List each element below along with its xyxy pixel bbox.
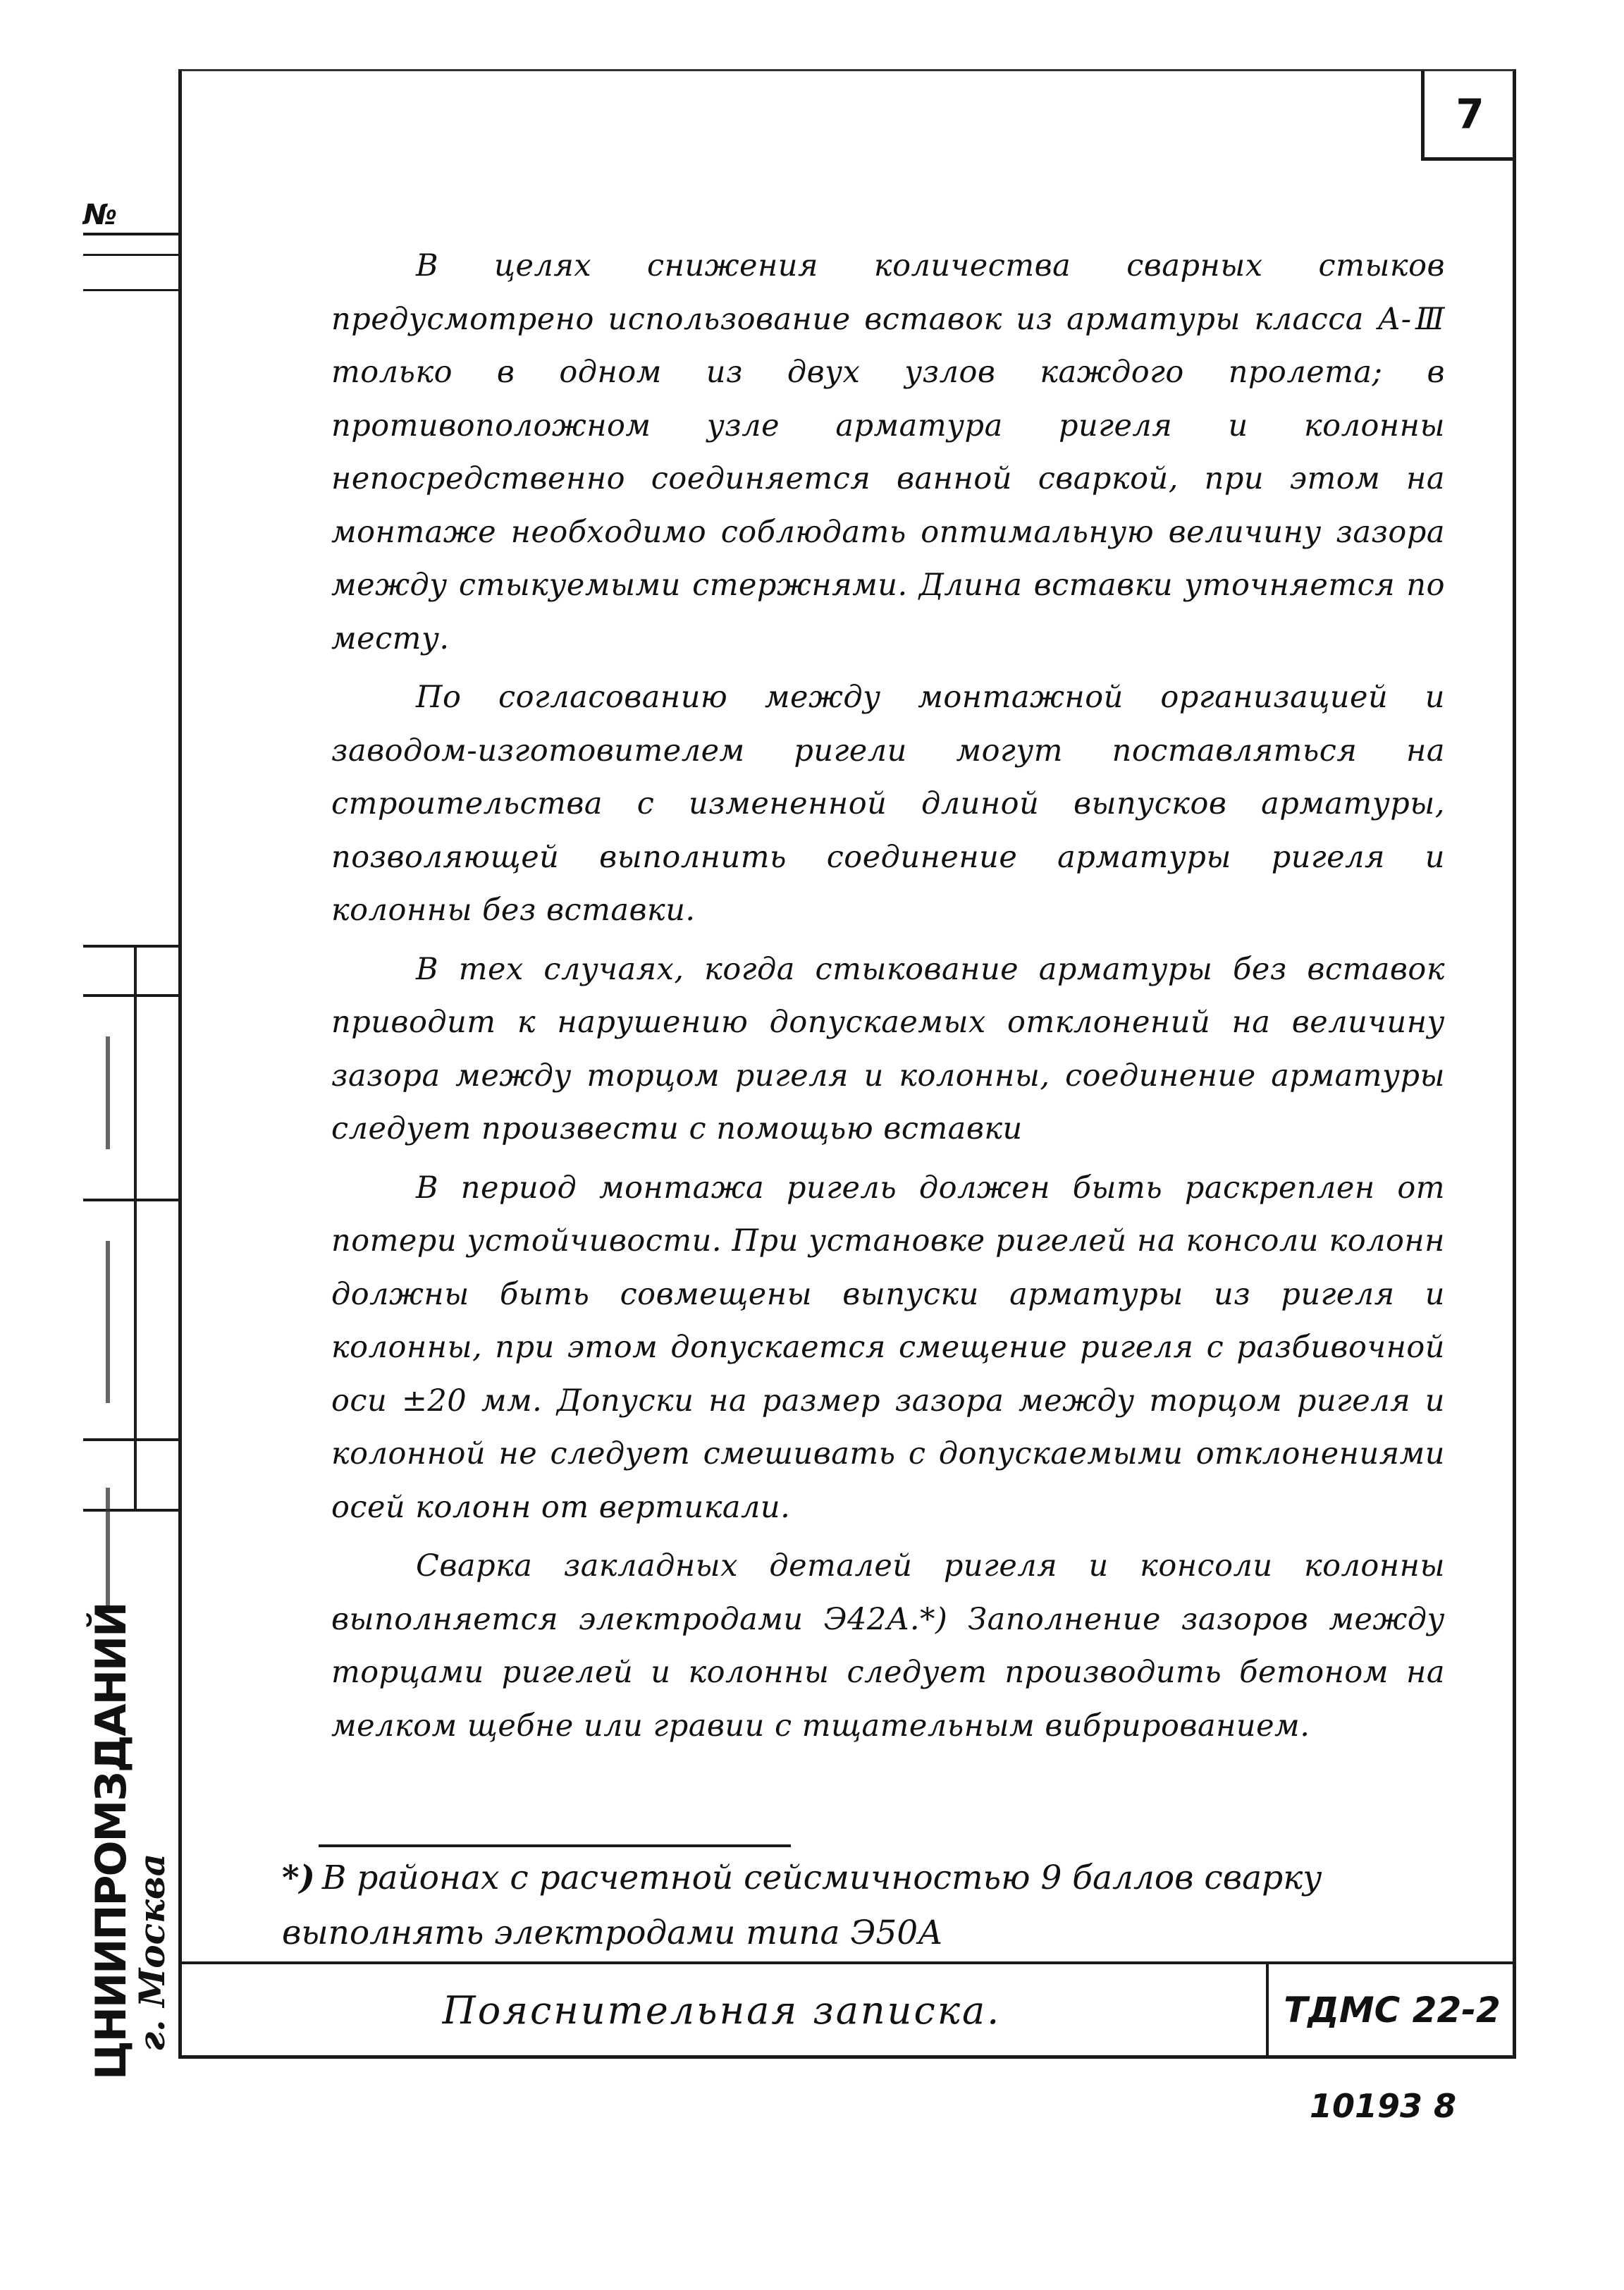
paragraph: По согласованию между монтажной организацией и заводом-изготовителем ригели могут поставляться на строительства с измененной длиной выпусков арматуры, позволяющей выполнить соединение арматуры ригеля и колонны без вставки. [331, 680, 1445, 928]
footnote [282, 1851, 1480, 1961]
strip-divider [83, 289, 178, 291]
strip-divider [83, 233, 178, 235]
body-text [331, 240, 1445, 1758]
paragraph: В целях снижения количества сварных стыков предусмотрено использование вставок из арматуры класса А-Ⅲ только в одном из двух узлов каждого пролета; в противоположном узле арматура ригеля и колонны непосредственно соединяется ванной сваркой, при этом на монтаже необходимо соблюдать оптимальную величину зазора между стыкуемыми стержнями. Длина вставки уточняется по месту. [331, 248, 1445, 656]
document-code: ТДМС 22-2 [1284, 1990, 1501, 2031]
strip-divider [83, 994, 178, 997]
paragraph: В тех случаях, когда стыкование арматуры без вставок приводит к нарушению допускаемых отклонений на величину зазора между торцом ригеля и колонны, соединение арматуры следует произвести с помощью вставки [331, 951, 1445, 1146]
page-number: 7 [1421, 71, 1515, 161]
strip-divider [83, 254, 178, 256]
paragraph: В период монтажа ригель должен быть раскреплен от потери устойчивости. При установке ригелей на консоли колонн должны быть совмещены выпуски арматуры из ригеля и колонны, при этом допускается смещение ригеля с разбивочной оси ±20 мм. Допуски на размер зазора между торцом ригеля и колонной не следует смешивать с допускаемыми отклонениями осей колонн от вертикали. [331, 1170, 1445, 1525]
strip-divider [134, 945, 137, 1509]
signature-mark [106, 1241, 110, 1403]
footnote-rule [319, 1844, 791, 1847]
strip-divider [83, 1509, 178, 1512]
paragraph: Сварка закладных деталей ригеля и консоли колонны выполняется электродами Э42А.*) Заполнение зазоров между торцами ригелей и колонны следует производить бетоном на мелком щебне или гравии с тщательным вибрированием. [331, 1548, 1445, 1744]
signature-mark [106, 1488, 110, 1608]
strip-divider [83, 1438, 178, 1441]
organization-name: ЦНИИПРОМЗДАНИЙ [87, 1603, 136, 2080]
footnote-marker: *) [282, 1859, 315, 1897]
footnote-text: В районах с расчетной сейсмичностью 9 баллов сварку выполнять электродами типа Э50А [282, 1859, 1322, 1952]
signature-mark [106, 1036, 110, 1149]
strip-number-label: № [83, 199, 116, 231]
strip-divider [83, 1199, 178, 1201]
strip-divider [83, 945, 178, 948]
sheet-serial-number: 10193 8 [1310, 2087, 1457, 2125]
organization-stamp [87, 1603, 173, 2080]
title-block-divider [1266, 1961, 1269, 2057]
organization-city: г. Москва [131, 1853, 173, 2052]
document-title: Пояснительная записка. [442, 1988, 1002, 2033]
